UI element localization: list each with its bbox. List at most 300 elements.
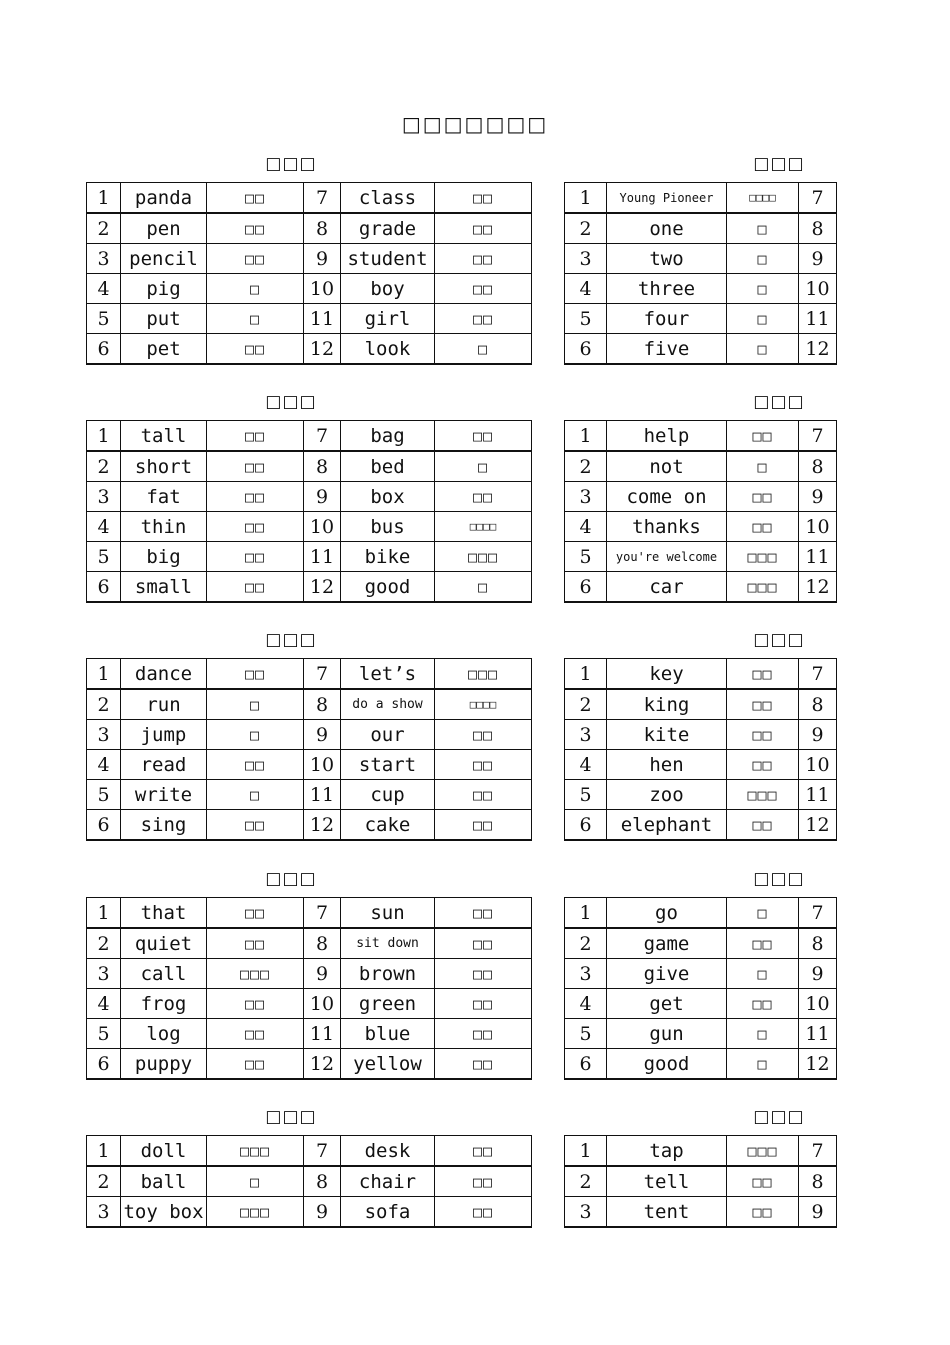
chinese-meaning: □□ xyxy=(727,810,799,841)
row-number: 4 xyxy=(565,750,607,780)
row-number: 8 xyxy=(799,451,837,482)
row-number: 4 xyxy=(87,750,121,780)
row-number: 4 xyxy=(87,274,121,304)
row-number: 5 xyxy=(565,304,607,334)
table-row xyxy=(565,512,837,542)
row-number: 9 xyxy=(304,482,341,512)
english-word: do a show xyxy=(341,689,435,720)
row-number: 10 xyxy=(304,989,341,1019)
table-row xyxy=(87,1136,532,1167)
english-word: get xyxy=(607,989,727,1019)
chinese-meaning: □□ xyxy=(435,780,532,810)
row-number: 1 xyxy=(87,183,121,214)
row-number: 9 xyxy=(304,959,341,989)
row-number: 7 xyxy=(799,421,837,452)
english-word: give xyxy=(607,959,727,989)
row-number: 2 xyxy=(565,451,607,482)
english-word: bed xyxy=(341,451,435,482)
row-number: 1 xyxy=(87,659,121,690)
chinese-meaning: □□ xyxy=(727,421,799,452)
table-row xyxy=(87,451,532,482)
table-row xyxy=(565,1019,837,1049)
english-word: tell xyxy=(607,1166,727,1197)
english-word: sun xyxy=(341,898,435,929)
table-row xyxy=(565,244,837,274)
chinese-meaning: □□□ xyxy=(435,659,532,690)
row-number: 3 xyxy=(565,244,607,274)
table-row xyxy=(565,274,837,304)
row-number: 6 xyxy=(565,1049,607,1080)
row-number: 8 xyxy=(799,928,837,959)
english-word: short xyxy=(121,451,207,482)
row-number: 11 xyxy=(304,780,341,810)
row-number: 3 xyxy=(87,720,121,750)
row-number: 3 xyxy=(87,244,121,274)
table-row xyxy=(87,1166,532,1197)
right-vocab-table xyxy=(564,182,837,365)
chinese-meaning: □ xyxy=(435,334,532,365)
chinese-meaning: □□ xyxy=(727,1166,799,1197)
english-word: tall xyxy=(121,421,207,452)
row-number: 2 xyxy=(87,451,121,482)
row-number: 11 xyxy=(799,542,837,572)
row-number: 6 xyxy=(565,334,607,365)
row-number: 7 xyxy=(304,898,341,929)
english-word: student xyxy=(341,244,435,274)
chinese-meaning: □□ xyxy=(435,421,532,452)
chinese-meaning: □□ xyxy=(207,542,304,572)
row-number: 7 xyxy=(304,659,341,690)
chinese-meaning: □ xyxy=(435,451,532,482)
row-number: 12 xyxy=(304,1049,341,1080)
chinese-meaning: □□ xyxy=(435,274,532,304)
row-number: 4 xyxy=(565,512,607,542)
row-number: 6 xyxy=(565,572,607,603)
chinese-meaning: □□ xyxy=(727,989,799,1019)
english-word: sing xyxy=(121,810,207,841)
english-word: car xyxy=(607,572,727,603)
chinese-meaning: □□□□ xyxy=(727,183,799,214)
chinese-meaning: □□ xyxy=(435,244,532,274)
table-row xyxy=(565,1049,837,1080)
row-number: 11 xyxy=(799,1019,837,1049)
left-section-label: □□□ xyxy=(265,1107,317,1127)
row-number: 8 xyxy=(304,1166,341,1197)
row-number: 12 xyxy=(799,810,837,841)
english-word: box xyxy=(341,482,435,512)
english-word: one xyxy=(607,213,727,244)
english-word: key xyxy=(607,659,727,690)
chinese-meaning: □□ xyxy=(207,659,304,690)
table-row xyxy=(565,334,837,365)
row-number: 2 xyxy=(565,213,607,244)
english-word: tap xyxy=(607,1136,727,1167)
english-word: sit down xyxy=(341,928,435,959)
row-number: 12 xyxy=(799,334,837,365)
english-word: put xyxy=(121,304,207,334)
english-word: yellow xyxy=(341,1049,435,1080)
english-word: pen xyxy=(121,213,207,244)
row-number: 7 xyxy=(304,1136,341,1167)
chinese-meaning: □ xyxy=(207,304,304,334)
table-row xyxy=(565,928,837,959)
english-word: help xyxy=(607,421,727,452)
left-vocab-table xyxy=(86,420,532,603)
row-number: 4 xyxy=(87,989,121,1019)
table-row xyxy=(87,810,532,841)
english-word: cake xyxy=(341,810,435,841)
english-word: kite xyxy=(607,720,727,750)
chinese-meaning: □□ xyxy=(435,1019,532,1049)
english-word: small xyxy=(121,572,207,603)
table-row xyxy=(565,482,837,512)
english-word: game xyxy=(607,928,727,959)
chinese-meaning: □□ xyxy=(207,213,304,244)
row-number: 9 xyxy=(799,482,837,512)
table-row xyxy=(565,213,837,244)
row-number: 10 xyxy=(304,750,341,780)
table-row xyxy=(87,720,532,750)
right-vocab-table xyxy=(564,1135,837,1228)
table-row xyxy=(87,780,532,810)
chinese-meaning: □ xyxy=(727,959,799,989)
row-number: 3 xyxy=(565,959,607,989)
row-number: 6 xyxy=(87,572,121,603)
chinese-meaning: □ xyxy=(727,898,799,929)
table-row xyxy=(565,451,837,482)
english-word: green xyxy=(341,989,435,1019)
english-word: four xyxy=(607,304,727,334)
right-vocab-table xyxy=(564,420,837,603)
row-number: 8 xyxy=(304,213,341,244)
english-word: bag xyxy=(341,421,435,452)
row-number: 9 xyxy=(304,720,341,750)
row-number: 6 xyxy=(87,1049,121,1080)
english-word: our xyxy=(341,720,435,750)
left-vocab-table xyxy=(86,182,532,365)
chinese-meaning: □□ xyxy=(207,244,304,274)
english-word: puppy xyxy=(121,1049,207,1080)
row-number: 8 xyxy=(304,451,341,482)
row-number: 5 xyxy=(87,1019,121,1049)
row-number: 12 xyxy=(799,1049,837,1080)
chinese-meaning: □□ xyxy=(435,1197,532,1228)
table-row xyxy=(565,720,837,750)
chinese-meaning: □□ xyxy=(727,659,799,690)
chinese-meaning: □□□□ xyxy=(435,512,532,542)
chinese-meaning: □□ xyxy=(207,451,304,482)
english-word: thanks xyxy=(607,512,727,542)
row-number: 5 xyxy=(565,780,607,810)
table-row xyxy=(565,689,837,720)
english-word: write xyxy=(121,780,207,810)
right-vocab-table xyxy=(564,897,837,1080)
chinese-meaning: □ xyxy=(727,213,799,244)
chinese-meaning: □ xyxy=(207,780,304,810)
english-word: look xyxy=(341,334,435,365)
table-row xyxy=(87,1019,532,1049)
row-number: 10 xyxy=(799,512,837,542)
row-number: 9 xyxy=(799,1197,837,1228)
chinese-meaning: □□ xyxy=(207,183,304,214)
chinese-meaning: □ xyxy=(727,244,799,274)
english-word: that xyxy=(121,898,207,929)
english-word: bus xyxy=(341,512,435,542)
table-row xyxy=(87,989,532,1019)
english-word: pig xyxy=(121,274,207,304)
english-word: elephant xyxy=(607,810,727,841)
row-number: 5 xyxy=(565,1019,607,1049)
english-word: girl xyxy=(341,304,435,334)
chinese-meaning: □□ xyxy=(435,750,532,780)
row-number: 8 xyxy=(304,928,341,959)
english-word: good xyxy=(607,1049,727,1080)
chinese-meaning: □□ xyxy=(207,1019,304,1049)
chinese-meaning: □□□ xyxy=(207,959,304,989)
chinese-meaning: □□ xyxy=(727,928,799,959)
chinese-meaning: □□ xyxy=(435,304,532,334)
row-number: 2 xyxy=(87,689,121,720)
table-row xyxy=(565,1136,837,1167)
row-number: 9 xyxy=(799,959,837,989)
row-number: 6 xyxy=(565,810,607,841)
english-word: quiet xyxy=(121,928,207,959)
right-section-label: □□□ xyxy=(753,392,805,412)
english-word: go xyxy=(607,898,727,929)
table-row xyxy=(87,750,532,780)
chinese-meaning: □□ xyxy=(435,482,532,512)
english-word: run xyxy=(121,689,207,720)
table-row xyxy=(565,304,837,334)
chinese-meaning: □ xyxy=(207,1166,304,1197)
english-word: jump xyxy=(121,720,207,750)
table-row xyxy=(565,810,837,841)
row-number: 1 xyxy=(87,1136,121,1167)
table-row xyxy=(565,750,837,780)
chinese-meaning: □□ xyxy=(435,959,532,989)
chinese-meaning: □□ xyxy=(207,572,304,603)
right-section-label: □□□ xyxy=(753,1107,805,1127)
row-number: 3 xyxy=(565,1197,607,1228)
row-number: 9 xyxy=(799,244,837,274)
row-number: 1 xyxy=(565,898,607,929)
chinese-meaning: □□ xyxy=(727,750,799,780)
row-number: 10 xyxy=(799,989,837,1019)
row-number: 11 xyxy=(799,780,837,810)
chinese-meaning: □□ xyxy=(435,989,532,1019)
table-row xyxy=(87,928,532,959)
row-number: 2 xyxy=(87,928,121,959)
row-number: 5 xyxy=(87,780,121,810)
row-number: 10 xyxy=(799,274,837,304)
chinese-meaning: □□ xyxy=(435,1136,532,1167)
chinese-meaning: □□ xyxy=(727,720,799,750)
row-number: 1 xyxy=(565,183,607,214)
row-number: 7 xyxy=(304,183,341,214)
english-word: ball xyxy=(121,1166,207,1197)
row-number: 8 xyxy=(799,1166,837,1197)
english-word: call xyxy=(121,959,207,989)
table-row xyxy=(565,659,837,690)
table-row xyxy=(87,421,532,452)
table-row xyxy=(87,898,532,929)
chinese-meaning: □ xyxy=(435,572,532,603)
english-word: two xyxy=(607,244,727,274)
english-word: brown xyxy=(341,959,435,989)
table-row xyxy=(565,959,837,989)
right-section-label: □□□ xyxy=(753,869,805,889)
chinese-meaning: □ xyxy=(727,1019,799,1049)
row-number: 2 xyxy=(565,1166,607,1197)
row-number: 12 xyxy=(304,572,341,603)
row-number: 11 xyxy=(304,1019,341,1049)
row-number: 4 xyxy=(87,512,121,542)
english-word: pencil xyxy=(121,244,207,274)
table-row xyxy=(565,542,837,572)
left-section-label: □□□ xyxy=(265,630,317,650)
table-row xyxy=(565,183,837,214)
chinese-meaning: □□ xyxy=(207,750,304,780)
row-number: 11 xyxy=(304,542,341,572)
row-number: 10 xyxy=(799,750,837,780)
row-number: 8 xyxy=(304,689,341,720)
chinese-meaning: □□□ xyxy=(207,1197,304,1228)
english-word: three xyxy=(607,274,727,304)
english-word: sofa xyxy=(341,1197,435,1228)
left-section-label: □□□ xyxy=(265,154,317,174)
row-number: 7 xyxy=(799,659,837,690)
table-row xyxy=(87,183,532,214)
row-number: 7 xyxy=(799,183,837,214)
chinese-meaning: □□ xyxy=(207,482,304,512)
table-row xyxy=(565,780,837,810)
table-row xyxy=(87,1049,532,1080)
row-number: 8 xyxy=(799,213,837,244)
row-number: 2 xyxy=(87,1166,121,1197)
table-row xyxy=(87,213,532,244)
english-word: doll xyxy=(121,1136,207,1167)
row-number: 5 xyxy=(87,304,121,334)
table-row xyxy=(87,572,532,603)
row-number: 1 xyxy=(87,421,121,452)
english-word: king xyxy=(607,689,727,720)
row-number: 4 xyxy=(565,274,607,304)
chinese-meaning: □□ xyxy=(435,183,532,214)
english-word: chair xyxy=(341,1166,435,1197)
english-word: panda xyxy=(121,183,207,214)
row-number: 1 xyxy=(565,421,607,452)
row-number: 3 xyxy=(87,959,121,989)
english-word: read xyxy=(121,750,207,780)
table-row xyxy=(87,244,532,274)
table-row xyxy=(87,512,532,542)
right-vocab-table xyxy=(564,658,837,841)
row-number: 1 xyxy=(565,1136,607,1167)
chinese-meaning: □□□ xyxy=(727,1136,799,1167)
row-number: 11 xyxy=(304,304,341,334)
chinese-meaning: □□□ xyxy=(207,1136,304,1167)
english-word: hen xyxy=(607,750,727,780)
row-number: 6 xyxy=(87,334,121,365)
english-word: frog xyxy=(121,989,207,1019)
english-word: cup xyxy=(341,780,435,810)
chinese-meaning: □ xyxy=(207,689,304,720)
row-number: 6 xyxy=(87,810,121,841)
english-word: grade xyxy=(341,213,435,244)
table-row xyxy=(87,659,532,690)
chinese-meaning: □□□ xyxy=(727,780,799,810)
row-number: 2 xyxy=(565,928,607,959)
chinese-meaning: □□ xyxy=(207,810,304,841)
table-row xyxy=(87,689,532,720)
row-number: 5 xyxy=(87,542,121,572)
chinese-meaning: □□□ xyxy=(727,542,799,572)
chinese-meaning: □□ xyxy=(727,482,799,512)
chinese-meaning: □ xyxy=(207,720,304,750)
english-word: five xyxy=(607,334,727,365)
chinese-meaning: □□ xyxy=(207,512,304,542)
english-word: class xyxy=(341,183,435,214)
chinese-meaning: □□ xyxy=(207,1049,304,1080)
english-word: bike xyxy=(341,542,435,572)
row-number: 12 xyxy=(799,572,837,603)
row-number: 7 xyxy=(304,421,341,452)
table-row xyxy=(565,989,837,1019)
english-word: zoo xyxy=(607,780,727,810)
row-number: 9 xyxy=(304,244,341,274)
english-word: desk xyxy=(341,1136,435,1167)
left-vocab-table xyxy=(86,1135,532,1228)
chinese-meaning: □□ xyxy=(207,334,304,365)
table-row xyxy=(87,1197,532,1228)
left-section-label: □□□ xyxy=(265,392,317,412)
chinese-meaning: □□ xyxy=(435,928,532,959)
row-number: 12 xyxy=(304,810,341,841)
row-number: 12 xyxy=(304,334,341,365)
english-word: toy box xyxy=(121,1197,207,1228)
english-word: boy xyxy=(341,274,435,304)
chinese-meaning: □□ xyxy=(435,213,532,244)
row-number: 7 xyxy=(799,1136,837,1167)
table-row xyxy=(87,959,532,989)
english-word: let’s xyxy=(341,659,435,690)
english-word: you're welcome xyxy=(607,542,727,572)
english-word: tent xyxy=(607,1197,727,1228)
row-number: 9 xyxy=(304,1197,341,1228)
row-number: 9 xyxy=(799,720,837,750)
chinese-meaning: □□ xyxy=(207,989,304,1019)
row-number: 4 xyxy=(565,989,607,1019)
chinese-meaning: □ xyxy=(207,274,304,304)
row-number: 2 xyxy=(87,213,121,244)
page-title: □□□□□□□ xyxy=(401,112,549,136)
table-row xyxy=(565,1197,837,1228)
row-number: 5 xyxy=(565,542,607,572)
chinese-meaning: □□ xyxy=(207,898,304,929)
table-row xyxy=(565,421,837,452)
table-row xyxy=(87,334,532,365)
chinese-meaning: □□□ xyxy=(435,542,532,572)
row-number: 1 xyxy=(87,898,121,929)
table-row xyxy=(565,1166,837,1197)
row-number: 3 xyxy=(87,482,121,512)
english-word: Young Pioneer xyxy=(607,183,727,214)
chinese-meaning: □□ xyxy=(435,810,532,841)
english-word: good xyxy=(341,572,435,603)
chinese-meaning: □ xyxy=(727,334,799,365)
row-number: 10 xyxy=(304,274,341,304)
left-vocab-table xyxy=(86,897,532,1080)
